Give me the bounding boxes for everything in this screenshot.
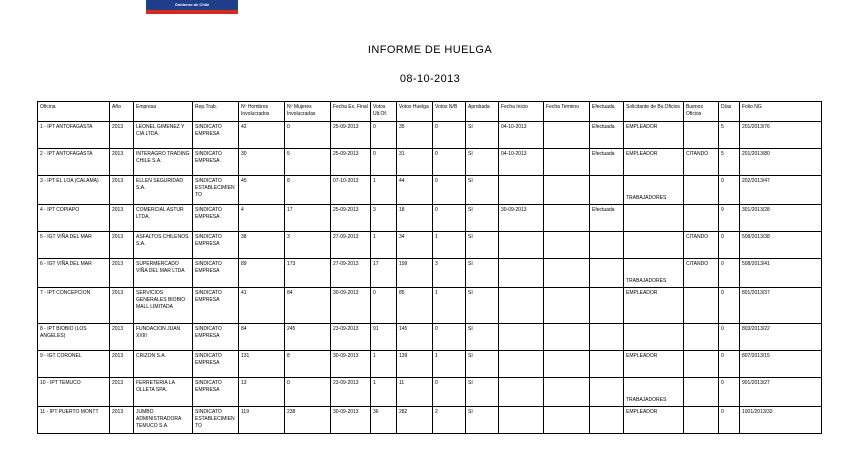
table-cell: 0 — [433, 176, 466, 205]
table-cell: 27-09-2013 — [331, 232, 371, 259]
table-cell: 282 — [397, 407, 433, 434]
table-cell: SI — [466, 324, 499, 351]
table-cell: 17 — [371, 259, 397, 288]
table-cell — [544, 149, 590, 176]
table-cell — [499, 378, 544, 407]
table-cell — [624, 232, 684, 259]
table-cell: 2013 — [110, 176, 134, 205]
table-cell: 25-09-2013 — [331, 205, 371, 232]
table-cell — [590, 324, 624, 351]
table-cell: 34 — [397, 232, 433, 259]
table-cell: 30-09-2013 — [499, 205, 544, 232]
table-cell — [544, 407, 590, 434]
table-cell: 2013 — [110, 232, 134, 259]
table-cell: 3 — [433, 259, 466, 288]
table-cell: 5 — [719, 122, 740, 149]
table-cell: COMERCIAL ASTUR LTDA. — [134, 205, 193, 232]
column-header: Fecha Termino — [544, 102, 590, 122]
column-header: Rep.Trab. — [193, 102, 239, 122]
strike-report-table — [37, 101, 822, 434]
logo-red-stripe — [146, 10, 238, 14]
table-cell: 6 - IGT VIÑA DEL MAR — [38, 259, 110, 288]
table-cell: 11 — [397, 378, 433, 407]
table-cell: 1 — [371, 378, 397, 407]
table-cell: 89 — [239, 259, 285, 288]
table-cell: 35 — [397, 122, 433, 149]
table-cell: SINDICATO EMPRESA — [193, 205, 239, 232]
table-cell — [499, 176, 544, 205]
table-cell: 2013 — [110, 407, 134, 434]
table-cell: 45 — [239, 176, 285, 205]
table-cell: CITANDO — [684, 259, 719, 288]
column-header: Aprobada — [466, 102, 499, 122]
table-cell: 201/2013/76 — [740, 122, 822, 149]
table-cell: 9 — [719, 205, 740, 232]
table-cell: 238 — [285, 407, 331, 434]
table-cell: 17 — [285, 205, 331, 232]
column-header: Votos Huelga — [397, 102, 433, 122]
table-cell: CITANDO — [684, 232, 719, 259]
table-cell: SI — [466, 378, 499, 407]
table-cell: 18 — [397, 205, 433, 232]
table-cell — [544, 378, 590, 407]
table-cell: JUMBO ADMINISTRADORA TEMUCO S.A. — [134, 407, 193, 434]
table-cell: 5 - IGT VIÑA DEL MAR — [38, 232, 110, 259]
table-cell: 2013 — [110, 378, 134, 407]
table-cell: SI — [466, 351, 499, 378]
table-cell: 131 — [239, 351, 285, 378]
column-header: Días — [719, 102, 740, 122]
table-cell: 2013 — [110, 324, 134, 351]
column-header: Oficina — [38, 102, 110, 122]
table-cell — [544, 259, 590, 288]
table-cell: 508/2013/38 — [740, 232, 822, 259]
table-cell — [499, 351, 544, 378]
logo-text: Gobierno de Chile — [174, 2, 210, 7]
table-cell: 202/2013/47 — [740, 176, 822, 205]
table-cell: 84 — [285, 288, 331, 324]
table-cell: 4 — [239, 205, 285, 232]
column-header: Solicitante de Bs.Oficios — [624, 102, 684, 122]
table-cell: 0 — [433, 378, 466, 407]
table-cell: 27-09-2013 — [331, 259, 371, 288]
table-cell: SINDICATO EMPRESA — [193, 378, 239, 407]
column-header: Efectuada — [590, 102, 624, 122]
column-header: Buenos Oficios — [684, 102, 719, 122]
table-cell: 1 — [371, 176, 397, 205]
column-header: Fecha Inicio — [499, 102, 544, 122]
table-cell: 85 — [397, 288, 433, 324]
table-cell: TRABAJADORES — [624, 259, 684, 288]
table-cell: 2013 — [110, 351, 134, 378]
column-header: Votos N/B — [433, 102, 466, 122]
table-cell: 508/2013/41 — [740, 259, 822, 288]
table-cell — [684, 205, 719, 232]
table-cell: Efectuada — [590, 122, 624, 149]
table-cell: 1001/2013/32 — [740, 407, 822, 434]
table-cell: SINDICATO EMPRESA — [193, 232, 239, 259]
column-header: Nº Hombres Involucrados — [239, 102, 285, 122]
table-cell: 301/2013/28 — [740, 205, 822, 232]
table-cell: 2013 — [110, 259, 134, 288]
table-cell: 0 — [719, 324, 740, 351]
table-cell: 91 — [371, 324, 397, 351]
table-cell: 4 - IPT COPIAPO — [38, 205, 110, 232]
table-cell: 0 — [371, 122, 397, 149]
table-cell — [590, 378, 624, 407]
table-cell: 2013 — [110, 122, 134, 149]
table-cell: 38 — [239, 232, 285, 259]
table-cell: SINDICATO EMPRESA — [193, 259, 239, 288]
table-cell: 30 — [239, 149, 285, 176]
table-cell: ASFALTOS CHILENOS S.A. — [134, 232, 193, 259]
table-cell: 0 — [719, 288, 740, 324]
government-logo — [146, 0, 238, 14]
table-cell: 44 — [397, 176, 433, 205]
table-cell: LEONEL GIMENEZ Y CIA LTDA. — [134, 122, 193, 149]
table-cell — [499, 259, 544, 288]
table-cell: 30-09-2013 — [331, 288, 371, 324]
table-cell: 801/2013/37 — [740, 288, 822, 324]
table-cell: 8 — [285, 351, 331, 378]
table-cell: 901/2013/27 — [740, 378, 822, 407]
table-cell: SI — [466, 407, 499, 434]
table-cell — [590, 176, 624, 205]
table-cell: 41 — [239, 288, 285, 324]
table-cell: SERVICIOS GENERALES BIOBIO MALL LIMITADA — [134, 288, 193, 324]
table-cell: 0 — [433, 205, 466, 232]
column-header: Nº Mujeres Involucradas — [285, 102, 331, 122]
table-cell: 2 - IPT ANTOFAGASTA — [38, 149, 110, 176]
table-cell: SI — [466, 288, 499, 324]
table-cell: SINDICATO EMPRESA — [193, 324, 239, 351]
table-row — [38, 407, 822, 434]
column-header: Folio NG — [740, 102, 822, 122]
table-row — [38, 205, 822, 232]
table-cell — [624, 205, 684, 232]
table-cell: 0 — [285, 378, 331, 407]
table-cell: FERRETERIA LA OLLETA SPA. — [134, 378, 193, 407]
table-cell: CRIZON S.A. — [134, 351, 193, 378]
table-cell: SINDICATO ESTABLECIMIENTO — [193, 407, 239, 434]
table-row — [38, 176, 822, 205]
table-cell: 9 - IGT CORONEL — [38, 351, 110, 378]
table-cell: 42 — [239, 122, 285, 149]
table-cell: SINDICATO EMPRESA — [193, 122, 239, 149]
table-row — [38, 378, 822, 407]
table-cell: 0 — [719, 351, 740, 378]
table-cell: 1 — [433, 288, 466, 324]
table-cell: 245 — [285, 324, 331, 351]
table-cell: 1 — [433, 351, 466, 378]
table-cell: SI — [466, 149, 499, 176]
table-cell — [590, 407, 624, 434]
table-cell — [499, 232, 544, 259]
table-cell — [684, 351, 719, 378]
table-cell: 119 — [239, 407, 285, 434]
table-cell: SI — [466, 205, 499, 232]
table-cell: 0 — [371, 288, 397, 324]
table-cell — [499, 288, 544, 324]
table-cell: 10 - IPT TEMUCO — [38, 378, 110, 407]
table-cell: 0 — [719, 378, 740, 407]
report-title: INFORME DE HUELGA — [367, 44, 493, 56]
table-cell: 13 — [239, 378, 285, 407]
table-cell: 1 — [433, 232, 466, 259]
table-cell: 807/2013/15 — [740, 351, 822, 378]
table-cell: 803/2013/22 — [740, 324, 822, 351]
table-cell: 201/2013/80 — [740, 149, 822, 176]
table-cell — [499, 407, 544, 434]
table-cell — [544, 232, 590, 259]
table-cell — [684, 176, 719, 205]
table-cell — [684, 288, 719, 324]
table-cell: 2013 — [110, 288, 134, 324]
table-cell: 1 — [371, 351, 397, 378]
table-cell: ELLEN SEGURIDAD S.A. — [134, 176, 193, 205]
table-cell — [544, 288, 590, 324]
table-cell: SINDICATO EMPRESA — [193, 351, 239, 378]
table-cell: SINDICATO ESTABLECIMIENTO — [193, 176, 239, 205]
table-cell — [684, 407, 719, 434]
table-cell: 3 — [371, 205, 397, 232]
table-cell: 30-09-2013 — [331, 351, 371, 378]
table-cell: Efectuada — [590, 205, 624, 232]
table-cell: 31 — [397, 149, 433, 176]
column-header: Año — [110, 102, 134, 122]
table-cell: EMPLEADOR — [624, 149, 684, 176]
table-cell: 84 — [239, 324, 285, 351]
table-cell — [590, 232, 624, 259]
table-cell: SI — [466, 259, 499, 288]
table-cell: 8 — [285, 176, 331, 205]
table-cell — [684, 122, 719, 149]
table-cell: 145 — [397, 324, 433, 351]
table-cell: EMPLEADOR — [624, 407, 684, 434]
table-cell — [544, 324, 590, 351]
table-cell: CITANDO — [684, 149, 719, 176]
table-cell: 23-09-2013 — [331, 324, 371, 351]
table-cell: 0 — [433, 149, 466, 176]
table-cell: 30-09-2013 — [331, 407, 371, 434]
table-cell: EMPLEADOR — [624, 122, 684, 149]
table-cell: 25-09-2013 — [331, 122, 371, 149]
table-cell: Efectuada — [590, 149, 624, 176]
table-cell: SINDICATO EMPRESA — [193, 288, 239, 324]
table-cell: 8 - IPT BIOBIO (LOS ANGELES) — [38, 324, 110, 351]
table-cell: INTERAGRO TRADING CHILE S.A. — [134, 149, 193, 176]
table-cell: 0 — [719, 407, 740, 434]
table-row — [38, 122, 822, 149]
table-cell — [684, 324, 719, 351]
table-cell: 3 - IPT EL LOA (CALAMA) — [38, 176, 110, 205]
table-cell: 199 — [397, 259, 433, 288]
table-cell — [590, 351, 624, 378]
table-cell: SI — [466, 122, 499, 149]
table-cell — [499, 324, 544, 351]
table-cell — [544, 205, 590, 232]
table-row — [38, 351, 822, 378]
table-row — [38, 149, 822, 176]
table-cell — [544, 351, 590, 378]
table-header-row — [38, 102, 822, 122]
table-cell: 0 — [285, 122, 331, 149]
table-cell: EMPLEADOR — [624, 351, 684, 378]
table-cell: 0 — [371, 149, 397, 176]
table-row — [38, 288, 822, 324]
table-row — [38, 259, 822, 288]
table-row — [38, 324, 822, 351]
table-cell: 3 — [285, 232, 331, 259]
table-cell: 0 — [719, 176, 740, 205]
table-cell: 0 — [719, 232, 740, 259]
column-header: Empresa — [134, 102, 193, 122]
table-cell: 25-09-2013 — [331, 149, 371, 176]
table-cell: 04-10-2013 — [499, 122, 544, 149]
table-cell — [590, 288, 624, 324]
table-cell: FUNDACION JUAN XXIII — [134, 324, 193, 351]
table-cell: 11 - IPT PUERTO MONTT — [38, 407, 110, 434]
table-cell: 139 — [397, 351, 433, 378]
table-cell: 07-10-2013 — [331, 176, 371, 205]
table-row — [38, 232, 822, 259]
table-cell: 1 - IPT ANTOFAGASTA — [38, 122, 110, 149]
table-cell: SUPERMERCADO VIÑA DEL MAR LTDA — [134, 259, 193, 288]
table-cell: 2 — [433, 407, 466, 434]
table-cell: SI — [466, 232, 499, 259]
table-cell: 5 — [719, 149, 740, 176]
table-cell: 1 — [371, 232, 397, 259]
table-cell: 0 — [719, 259, 740, 288]
report-date: 08-10-2013 — [399, 73, 461, 85]
column-header: Fecha Ex. Final — [331, 102, 371, 122]
table-cell: 36 — [371, 407, 397, 434]
table-cell: 23-09-2013 — [331, 378, 371, 407]
table-cell: 7 - IPT CONCEPCION — [38, 288, 110, 324]
table-cell — [590, 259, 624, 288]
table-cell: TRABAJADORES — [624, 176, 684, 205]
table-cell: SINDICATO EMPRESA — [193, 149, 239, 176]
table-cell: 5 — [285, 149, 331, 176]
table-cell: 0 — [433, 122, 466, 149]
table-cell — [544, 176, 590, 205]
table-cell — [544, 122, 590, 149]
table-cell — [624, 324, 684, 351]
table-cell: 2013 — [110, 205, 134, 232]
table-cell: 173 — [285, 259, 331, 288]
table-cell: SI — [466, 176, 499, 205]
table-cell — [684, 378, 719, 407]
table-cell: EMPLEADOR — [624, 288, 684, 324]
table-cell: 2013 — [110, 149, 134, 176]
table-cell: TRABAJADORES — [624, 378, 684, 407]
column-header: Votos Ult.Of. — [371, 102, 397, 122]
table-cell: 0 — [433, 324, 466, 351]
table-cell: 04-10-2013 — [499, 149, 544, 176]
